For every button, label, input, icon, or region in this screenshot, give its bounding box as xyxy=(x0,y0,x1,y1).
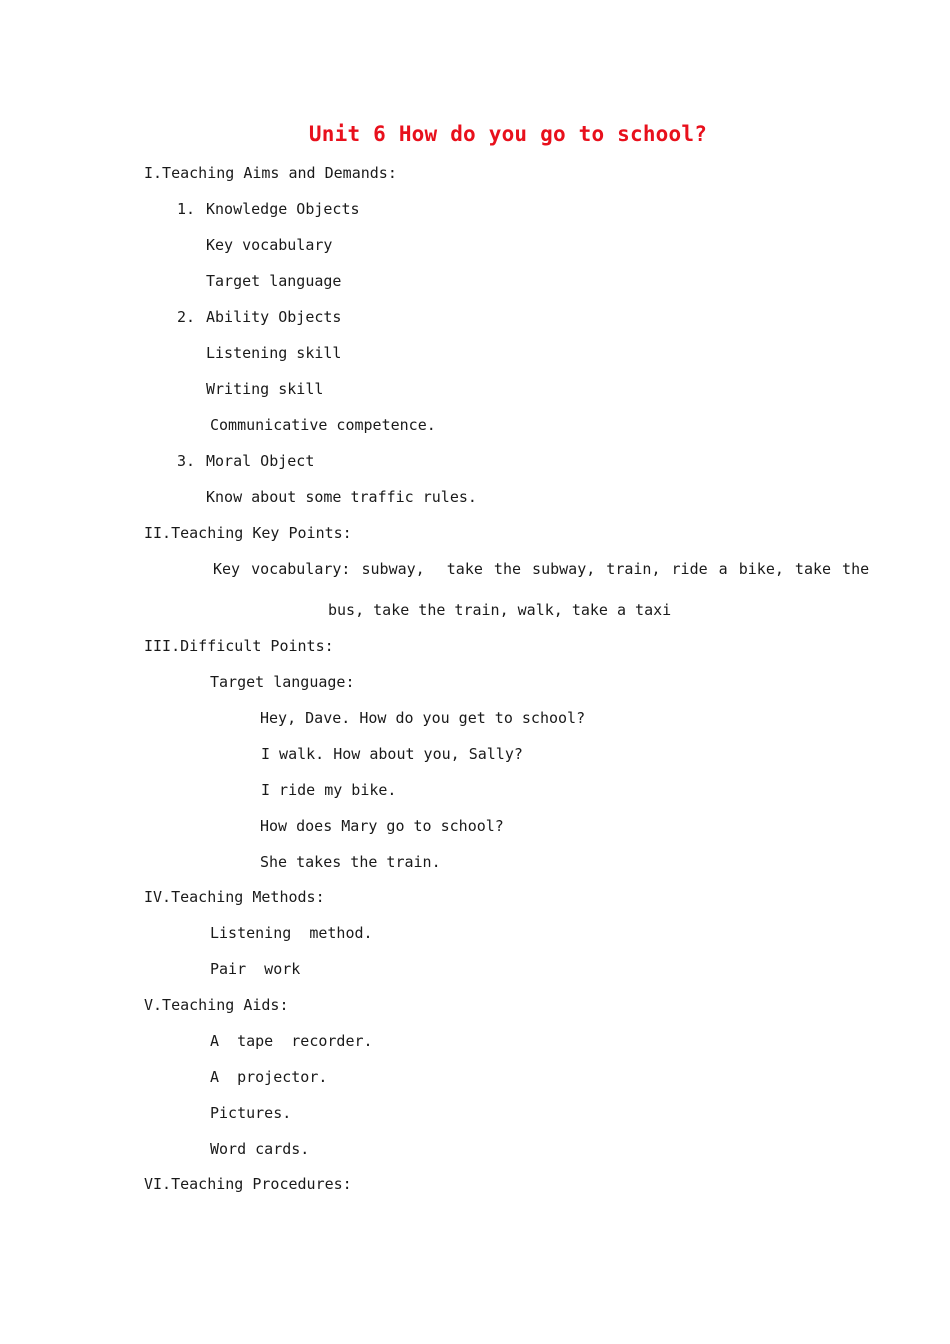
key-vocabulary-line: Key vocabulary: subway, take the subway, train, ride a bike, take the xyxy=(213,560,870,578)
section-heading-methods: IV.Teaching Methods: xyxy=(144,888,325,906)
method-item: Listening method. xyxy=(210,924,373,942)
list-subitem: Know about some traffic rules. xyxy=(206,488,477,506)
list-subitem: Target language xyxy=(206,272,342,290)
list-subitem: Communicative competence. xyxy=(210,416,436,434)
section-heading-aids: V.Teaching Aids: xyxy=(144,996,289,1014)
list-item-ability-objects: Ability Objects xyxy=(206,308,342,326)
section-heading-difficult-points: III.Difficult Points: xyxy=(144,637,334,655)
dialogue-line: Hey, Dave. How do you get to school? xyxy=(260,709,586,727)
dialogue-line: How does Mary go to school? xyxy=(260,817,504,835)
list-number: 3. xyxy=(177,452,196,470)
dialogue-line: I walk. How about you, Sally? xyxy=(261,745,523,763)
list-item-knowledge-objects: Knowledge Objects xyxy=(206,200,360,218)
dialogue-line: I ride my bike. xyxy=(261,781,397,799)
aid-item: Word cards. xyxy=(210,1140,310,1158)
list-number: 2. xyxy=(177,308,196,326)
target-language-label: Target language: xyxy=(210,673,355,691)
list-subitem: Key vocabulary xyxy=(206,236,333,254)
document-title: Unit 6 How do you go to school? xyxy=(308,122,708,146)
method-item: Pair work xyxy=(210,960,301,978)
list-number: 1. xyxy=(177,200,196,218)
section-heading-procedures: VI.Teaching Procedures: xyxy=(144,1175,352,1193)
section-heading-key-points: II.Teaching Key Points: xyxy=(144,524,352,542)
aid-item: A tape recorder. xyxy=(210,1032,373,1050)
list-subitem: Writing skill xyxy=(206,380,324,398)
list-subitem: Listening skill xyxy=(206,344,342,362)
key-vocabulary-line-continued: bus, take the train, walk, take a taxi xyxy=(328,601,672,619)
section-heading-aims: I.Teaching Aims and Demands: xyxy=(144,164,397,182)
list-item-moral-object: Moral Object xyxy=(206,452,315,470)
aid-item: A projector. xyxy=(210,1068,328,1086)
dialogue-line: She takes the train. xyxy=(260,853,441,871)
aid-item: Pictures. xyxy=(210,1104,292,1122)
